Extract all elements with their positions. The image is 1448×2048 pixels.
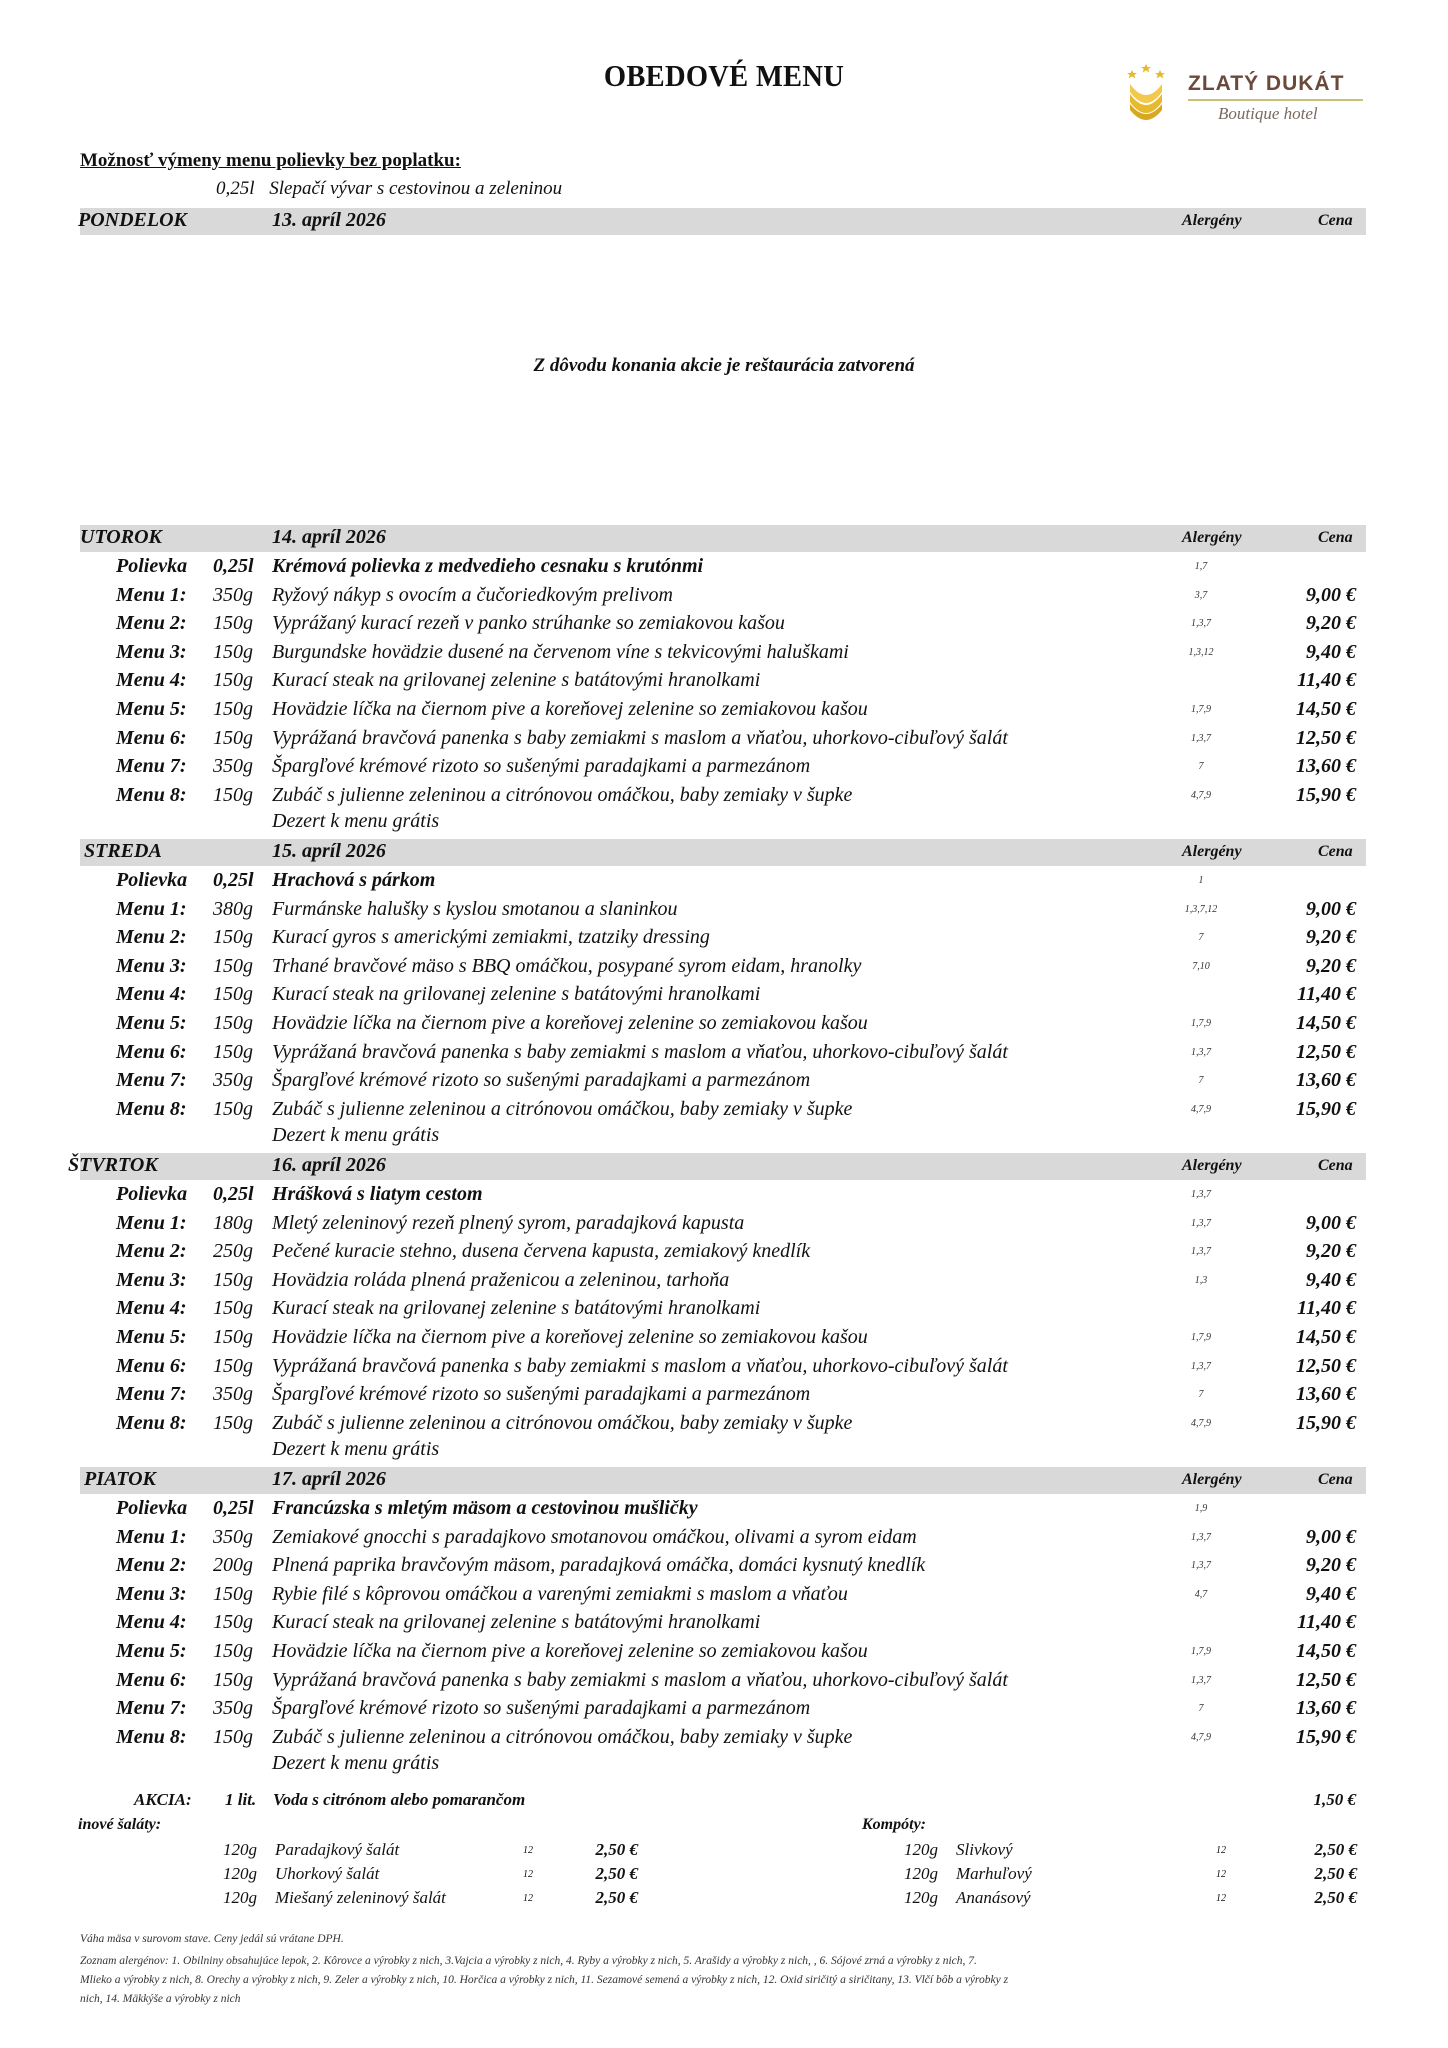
menu-name: Špargľové krémové rizoto so sušenými paradajkami a parmezánom [272, 1697, 811, 1720]
menu-item-row [80, 1267, 1366, 1295]
day-name: ŠTVRTOK [68, 1154, 158, 1176]
menu-name: Zubáč s julienne zeleninou a citrónovou omáčkou, baby zemiaky v šupke [272, 783, 853, 806]
menu-allergens: 3,7 [1194, 589, 1208, 601]
menu-label: Menu 6: [116, 1354, 187, 1377]
menu-qty: 150g [213, 1668, 253, 1691]
dessert-row [80, 1122, 1366, 1150]
price-column-header: Cena [1318, 529, 1353, 546]
menu-label: Menu 1: [116, 1525, 187, 1548]
salads-item-row [223, 1864, 873, 1888]
menu-item-row [80, 1210, 1366, 1238]
menu-price: 9,20 € [1306, 1554, 1356, 1577]
allergen-list-line-1: Zoznam alergénov: 1. Obilniny obsahujúce lepok, 2. Kôrovce a výrobky z nich, 3.Vajcia a výrobky z nich, 4. Ryby a výrobky z nich, 5. Arašidy a výrobky z nich, , 6. Sójové zrná a výrobky z nich, 7. [80, 1955, 977, 1967]
item-name: Miešaný zeleninový šalát [275, 1888, 446, 1907]
day-header-friday [80, 1467, 1366, 1494]
menu-item-row [80, 1067, 1366, 1095]
menu-name: Zubáč s julienne zeleninou a citrónovou omáčkou, baby zemiaky v šupke [272, 1725, 853, 1748]
soup-allergens: 1,3,7 [1191, 1189, 1211, 1200]
menu-qty: 150g [213, 726, 253, 749]
menu-price: 9,20 € [1306, 926, 1356, 949]
menu-item-row [80, 1039, 1366, 1067]
menu-label: Menu 3: [116, 954, 187, 977]
menu-item-row [80, 610, 1366, 638]
menu-price: 14,50 € [1296, 1640, 1356, 1662]
soup-qty: 0,25l [213, 1183, 254, 1205]
dessert-row [80, 808, 1366, 836]
menu-name: Kurací steak na grilovanej zelenine s batátovými hranolkami [272, 983, 761, 1006]
menu-label: Menu 4: [116, 1611, 187, 1634]
soup-qty: 0,25l [213, 555, 254, 577]
menu-name: Pečené kuracie stehno, dusena červena kapusta, zemiakový knedlík [272, 1240, 811, 1263]
soup-row [80, 1181, 1366, 1209]
soup-label: Polievka [116, 1183, 188, 1205]
menu-item-row [80, 1353, 1366, 1381]
item-qty: 120g [223, 1840, 257, 1859]
menu-qty: 150g [213, 1012, 253, 1034]
menu-qty: 150g [213, 1611, 253, 1634]
dessert-note: Dezert k menu grátis [272, 1124, 440, 1147]
item-price: 2,50 € [595, 1888, 638, 1907]
menu-name: Vyprážaná bravčová panenka s baby zemiakmi s maslom a vňaťou, uhorkovo-cibuľový šalát [272, 1354, 1008, 1377]
menu-price: 9,20 € [1306, 612, 1356, 635]
day-name: PONDELOK [78, 209, 187, 231]
menu-name: Hovädzie líčka na čiernom pive a koreňovej zelenine so zemiakovou kašou [272, 698, 868, 720]
menu-qty: 150g [213, 926, 253, 949]
menu-allergens: 1,3,7 [1191, 1217, 1211, 1229]
menu-name: Furmánske halušky s kyslou smotanou a slaninkou [272, 897, 678, 920]
menu-name: Vyprážaná bravčová panenka s baby zemiakmi s maslom a vňaťou, uhorkovo-cibuľový šalát [272, 1040, 1008, 1063]
menu-price: 14,50 € [1296, 1012, 1356, 1034]
menu-qty: 150g [213, 1582, 253, 1605]
menu-label: Menu 1: [116, 897, 187, 920]
menu-allergens: 1,3 [1194, 1274, 1208, 1286]
menu-allergens: 4,7,9 [1191, 1417, 1211, 1429]
menu-price: 15,90 € [1296, 1725, 1356, 1748]
menu-item-row [80, 1010, 1366, 1038]
dessert-row [80, 1750, 1366, 1778]
menu-name: Hovädzie líčka na čiernom pive a koreňovej zelenine so zemiakovou kašou [272, 1640, 868, 1662]
compotes-item-row [904, 1864, 1448, 1888]
menu-allergens: 1,3,12 [1188, 646, 1214, 658]
menu-qty: 150g [213, 783, 253, 806]
footer-note: Váha mäsa v surovom stave. Ceny jedál sú vrátane DPH. [80, 1933, 344, 1945]
menu-allergens: 1,3,7 [1191, 1360, 1211, 1372]
menu-item-row [80, 753, 1366, 781]
item-qty: 120g [904, 1888, 938, 1907]
allergen-list-line-2: Mlieko a výrobky z nich, 8. Orechy a výrobky z nich, 9. Zeler a výrobky z nich, 10. Horčica a výrobky z nich, 11. Sezamové semená a výrobky z nich, 12. Oxid siričitý a siričitany, 13. Vlčí bôb a výrobky z [80, 1974, 1009, 1986]
menu-label: Menu 5: [116, 698, 187, 720]
soup-exchange-heading: Možnosť výmeny menu polievky bez poplatku: [80, 150, 461, 171]
soup-name: Francúzska s mletým mäsom a cestovinou mušličky [272, 1497, 698, 1519]
dessert-row [80, 1436, 1366, 1464]
menu-name: Hovädzie líčka na čiernom pive a koreňovej zelenine so zemiakovou kašou [272, 1326, 868, 1348]
allergen-list-line-3: nich, 14. Mäkkýše a výrobky z nich [80, 1993, 241, 2005]
menu-price: 13,60 € [1296, 1383, 1356, 1406]
menu-label: Menu 7: [116, 1069, 187, 1092]
menu-label: Menu 7: [116, 1697, 187, 1720]
menu-label: Menu 8: [116, 783, 187, 806]
item-allergens: 12 [1216, 1845, 1226, 1856]
menu-allergens: 4,7,9 [1191, 1731, 1211, 1743]
menu-qty: 150g [213, 1326, 253, 1348]
menu-qty: 150g [213, 954, 253, 977]
compotes-item-row [904, 1840, 1448, 1864]
menu-qty: 350g [213, 1069, 253, 1092]
menu-name: Kurací gyros s americkými zemiakmi, tzatziky dressing [272, 926, 710, 949]
day-name: STREDA [84, 840, 162, 862]
item-name: Ananásový [956, 1888, 1031, 1907]
day-header-wednesday [80, 839, 1366, 866]
soup-exchange-qty: 0,25l [216, 178, 255, 199]
promo-qty: 1 lit. [225, 1790, 257, 1809]
menu-price: 12,50 € [1296, 1040, 1356, 1063]
menu-label: Menu 2: [116, 926, 187, 949]
menu-price: 11,40 € [1297, 669, 1356, 692]
menu-label: Menu 8: [116, 1411, 187, 1434]
menu-allergens: 1,7,9 [1191, 1646, 1211, 1657]
price-column-header: Cena [1318, 843, 1353, 860]
menu-allergens: 4,7,9 [1191, 789, 1211, 801]
day-name: PIATOK [84, 1468, 156, 1490]
menu-allergens: 7,10 [1192, 960, 1210, 972]
logo-divider [1188, 99, 1363, 101]
menu-name: Špargľové krémové rizoto so sušenými paradajkami a parmezánom [272, 755, 811, 778]
menu-allergens: 7 [1198, 1703, 1204, 1715]
menu-item-row [80, 1324, 1366, 1352]
menu-qty: 350g [213, 583, 253, 606]
menu-allergens: 1,3,7 [1191, 1560, 1211, 1572]
menu-allergens: 1,3,7 [1191, 618, 1211, 630]
menu-label: Menu 1: [116, 1211, 187, 1234]
menu-label: Menu 7: [116, 755, 187, 778]
dessert-note: Dezert k menu grátis [272, 1752, 440, 1775]
menu-name: Vyprážaná bravčová panenka s baby zemiakmi s maslom a vňaťou, uhorkovo-cibuľový šalát [272, 726, 1008, 749]
menu-name: Vyprážaný kurací rezeň v panko strúhanke so zemiakovou kašou [272, 612, 785, 635]
menu-name: Zubáč s julienne zeleninou a citrónovou omáčkou, baby zemiaky v šupke [272, 1411, 853, 1434]
promo-price: 1,50 € [1313, 1790, 1356, 1809]
menu-allergens: 1,3,7 [1191, 1046, 1211, 1058]
menu-allergens: 7 [1198, 1075, 1204, 1087]
menu-price: 9,20 € [1306, 954, 1356, 977]
menu-label: Menu 5: [116, 1326, 187, 1348]
menu-item-row [80, 582, 1366, 610]
dessert-note: Dezert k menu grátis [272, 1438, 440, 1461]
menu-qty: 150g [213, 983, 253, 1006]
menu-name: Trhané bravčové mäso s BBQ omáčkou, posypané syrom eidam, hranolky [272, 954, 862, 977]
menu-allergens: 1,3,7 [1191, 732, 1211, 744]
item-qty: 120g [223, 1888, 257, 1907]
menu-name: Kurací steak na grilovanej zelenine s batátovými hranolkami [272, 1611, 761, 1634]
menu-allergens: 1,7,9 [1191, 1018, 1211, 1029]
soup-exchange-item [216, 178, 572, 200]
menu-item-row [80, 1238, 1366, 1266]
menu-price: 13,60 € [1296, 755, 1356, 778]
menu-price: 11,40 € [1297, 1297, 1356, 1320]
item-qty: 120g [904, 1864, 938, 1883]
menu-allergens: 1,3,7 [1191, 1246, 1211, 1258]
menu-allergens: 4,7,9 [1191, 1103, 1211, 1115]
menu-label: Menu 6: [116, 1040, 187, 1063]
allergens-column-header: Alergény [1182, 529, 1242, 546]
menu-name: Ryžový nákyp s ovocím a čučoriedkovým prelivom [272, 583, 673, 606]
menu-name: Kurací steak na grilovanej zelenine s batátovými hranolkami [272, 1297, 761, 1320]
menu-label: Menu 4: [116, 1297, 187, 1320]
menu-allergens: 7 [1198, 761, 1204, 773]
allergens-column-header: Alergény [1182, 212, 1242, 229]
menu-name: Mletý zeleninový rezeň plnený syrom, paradajková kapusta [272, 1211, 745, 1234]
page-title: OBEDOVÉ MENU [603, 58, 845, 93]
menu-qty: 350g [213, 1697, 253, 1720]
soup-label: Polievka [116, 869, 188, 891]
soup-qty: 0,25l [213, 1497, 254, 1519]
menu-qty: 150g [213, 1268, 253, 1291]
day-date: 13. apríl 2026 [272, 209, 386, 231]
menu-qty: 150g [213, 698, 253, 720]
menu-allergens: 4,7 [1194, 1588, 1208, 1600]
menu-label: Menu 2: [116, 1240, 187, 1263]
menu-price: 12,50 € [1296, 1668, 1356, 1691]
menu-item-row [80, 639, 1366, 667]
menu-allergens: 1,3,7 [1191, 1674, 1211, 1686]
menu-item-row [80, 1638, 1366, 1666]
soup-allergens: 1 [1198, 875, 1204, 886]
compotes-heading: Kompóty: [862, 1816, 926, 1833]
menu-item-row [80, 896, 1366, 924]
menu-name: Špargľové krémové rizoto so sušenými paradajkami a parmezánom [272, 1383, 811, 1406]
promo-name: Voda s citrónom alebo pomarančom [273, 1790, 526, 1809]
promo-row [80, 1790, 1366, 1814]
item-allergens: 12 [523, 1869, 533, 1880]
menu-label: Menu 5: [116, 1640, 187, 1662]
menu-price: 15,90 € [1296, 1097, 1356, 1120]
menu-item-row [80, 782, 1366, 810]
menu-price: 9,00 € [1306, 583, 1356, 606]
menu-label: Menu 2: [116, 612, 187, 635]
menu-name: Hovädzie líčka na čiernom pive a koreňovej zelenine so zemiakovou kašou [272, 1012, 868, 1034]
menu-name: Rybie filé s kôprovou omáčkou a varenými zemiakmi s maslom a vňaťou [272, 1582, 848, 1605]
compotes-item-row [904, 1888, 1448, 1912]
menu-name: Vyprážaná bravčová panenka s baby zemiakmi s maslom a vňaťou, uhorkovo-cibuľový šalát [272, 1668, 1008, 1691]
item-qty: 120g [904, 1840, 938, 1859]
menu-item-row [80, 1096, 1366, 1124]
menu-price: 9,20 € [1306, 1240, 1356, 1263]
item-price: 2,50 € [1314, 1864, 1357, 1883]
menu-qty: 380g [213, 897, 253, 920]
menu-label: Menu 8: [116, 1097, 187, 1120]
allergens-column-header: Alergény [1182, 1157, 1242, 1174]
menu-price: 9,00 € [1306, 897, 1356, 920]
price-column-header: Cena [1318, 1471, 1353, 1488]
soup-allergens: 1,9 [1194, 1503, 1208, 1514]
logo-subtitle: Boutique hotel [1218, 104, 1318, 123]
menu-item-row [80, 981, 1366, 1009]
menu-name: Hovädzia roláda plnená praženicou a zeleninou, tarhoňa [272, 1268, 730, 1291]
menu-qty: 150g [213, 669, 253, 692]
menu-qty: 150g [213, 1297, 253, 1320]
menu-price: 14,50 € [1296, 1326, 1356, 1348]
soup-allergens: 1,7 [1194, 561, 1208, 572]
menu-allergens: 1,7,9 [1191, 1332, 1211, 1343]
menu-name: Burgundske hovädzie dusené na červenom víne s tekvicovými haluškami [272, 640, 849, 663]
menu-price: 13,60 € [1296, 1069, 1356, 1092]
menu-item-row [80, 1381, 1366, 1409]
menu-item-row [80, 1695, 1366, 1723]
dessert-note: Dezert k menu grátis [272, 810, 440, 833]
allergens-column-header: Alergény [1182, 1471, 1242, 1488]
menu-label: Menu 6: [116, 726, 187, 749]
day-header-tuesday [80, 525, 1366, 552]
salads-item-row [223, 1888, 873, 1912]
allergens-column-header: Alergény [1182, 843, 1242, 860]
menu-item-row [80, 953, 1366, 981]
menu-item-row [80, 1524, 1366, 1552]
day-header-monday [80, 208, 1366, 235]
menu-qty: 150g [213, 1411, 253, 1434]
menu-qty: 150g [213, 1097, 253, 1120]
item-name: Slivkový [956, 1840, 1013, 1859]
item-price: 2,50 € [1314, 1888, 1357, 1907]
menu-item-row [80, 1295, 1366, 1323]
menu-item-row [80, 1552, 1366, 1580]
soup-name: Hrachová s párkom [272, 869, 436, 891]
menu-qty: 350g [213, 755, 253, 778]
menu-label: Menu 1: [116, 583, 187, 606]
logo-brand-name: ZLATÝ DUKÁT [1188, 72, 1345, 95]
menu-item-row [80, 1667, 1366, 1695]
menu-label: Menu 4: [116, 669, 187, 692]
menu-label: Menu 5: [116, 1012, 187, 1034]
menu-label: Menu 3: [116, 1268, 187, 1291]
soup-name: Krémová polievka z medvedieho cesnaku s krutónmi [272, 555, 704, 577]
menu-price: 13,60 € [1296, 1697, 1356, 1720]
menu-price: 9,40 € [1306, 1582, 1356, 1605]
menu-name: Kurací steak na grilovanej zelenine s batátovými hranolkami [272, 669, 761, 692]
menu-item-row [80, 667, 1366, 695]
item-price: 2,50 € [595, 1840, 638, 1859]
soup-exchange-name: Slepačí vývar s cestovinou a zeleninou [269, 178, 563, 199]
menu-label: Menu 8: [116, 1725, 187, 1748]
item-allergens: 12 [523, 1845, 533, 1856]
item-price: 2,50 € [1314, 1840, 1357, 1859]
price-column-header: Cena [1318, 1157, 1353, 1174]
menu-name: Zemiakové gnocchi s paradajkovo smotanovou omáčkou, olivami a syrom eidam [272, 1525, 917, 1548]
menu-label: Menu 3: [116, 640, 187, 663]
menu-price: 14,50 € [1296, 698, 1356, 720]
day-header-thursday [68, 1153, 1366, 1180]
menu-item-row [80, 1410, 1366, 1438]
menu-qty: 150g [213, 1354, 253, 1377]
item-name: Marhuľový [956, 1864, 1032, 1883]
hotel-logo [1118, 52, 1368, 132]
menu-name: Plnená paprika bravčovým mäsom, paradajková omáčka, domáci kysnutý knedlík [272, 1554, 926, 1577]
soup-row [80, 553, 1366, 581]
menu-qty: 350g [213, 1383, 253, 1406]
menu-qty: 350g [213, 1525, 253, 1548]
salads-item-row [223, 1840, 873, 1864]
promo-label: AKCIA: [134, 1790, 192, 1809]
menu-name: Špargľové krémové rizoto so sušenými paradajkami a parmezánom [272, 1069, 811, 1092]
soup-row [80, 867, 1366, 895]
menu-price: 9,40 € [1306, 640, 1356, 663]
soup-label: Polievka [116, 555, 188, 577]
menu-label: Menu 3: [116, 1582, 187, 1605]
menu-name: Zubáč s julienne zeleninou a citrónovou omáčkou, baby zemiaky v šupke [272, 1097, 853, 1120]
day-date: 16. apríl 2026 [272, 1154, 386, 1176]
soup-name: Hrášková s liatym cestom [272, 1183, 483, 1205]
menu-price: 15,90 € [1296, 1411, 1356, 1434]
menu-item-row [80, 924, 1366, 952]
menu-qty: 150g [213, 640, 253, 663]
item-qty: 120g [223, 1864, 257, 1883]
menu-item-row [80, 1724, 1366, 1752]
soup-row [80, 1495, 1366, 1523]
menu-allergens: 1,3,7,12 [1184, 903, 1218, 915]
menu-price: 15,90 € [1296, 783, 1356, 806]
menu-price: 11,40 € [1297, 983, 1356, 1006]
menu-price: 12,50 € [1296, 1354, 1356, 1377]
item-allergens: 12 [1216, 1893, 1226, 1904]
day-date: 14. apríl 2026 [272, 526, 386, 548]
item-name: Paradajkový šalát [275, 1840, 400, 1859]
soup-label: Polievka [116, 1497, 188, 1519]
menu-qty: 150g [213, 1725, 253, 1748]
menu-allergens: 1,3,7 [1191, 1531, 1211, 1543]
coin-stack-icon [1126, 62, 1166, 128]
menu-qty: 180g [213, 1211, 253, 1234]
menu-price: 9,00 € [1306, 1211, 1356, 1234]
menu-label: Menu 2: [116, 1554, 187, 1577]
menu-qty: 150g [213, 612, 253, 635]
menu-price: 12,50 € [1296, 726, 1356, 749]
menu-label: Menu 7: [116, 1383, 187, 1406]
menu-label: Menu 6: [116, 1668, 187, 1691]
menu-item-row [80, 725, 1366, 753]
menu-allergens: 7 [1198, 932, 1204, 944]
menu-allergens: 1,7,9 [1191, 704, 1211, 715]
menu-qty: 200g [213, 1554, 253, 1577]
menu-item-row [80, 696, 1366, 724]
closed-notice: Z dôvodu konania akcie je reštaurácia zatvorená [533, 355, 915, 376]
menu-price: 11,40 € [1297, 1611, 1356, 1634]
menu-item-row [80, 1609, 1366, 1637]
item-price: 2,50 € [595, 1864, 638, 1883]
soup-qty: 0,25l [213, 869, 254, 891]
day-name: UTOROK [80, 526, 162, 548]
menu-qty: 150g [213, 1040, 253, 1063]
menu-allergens: 7 [1198, 1389, 1204, 1401]
salads-heading: inové šaláty: [78, 1816, 162, 1833]
item-name: Uhorkový šalát [275, 1864, 380, 1883]
day-date: 17. apríl 2026 [272, 1468, 386, 1490]
menu-price: 9,00 € [1306, 1525, 1356, 1548]
day-date: 15. apríl 2026 [272, 840, 386, 862]
item-allergens: 12 [523, 1893, 533, 1904]
menu-item-row [80, 1581, 1366, 1609]
menu-qty: 150g [213, 1640, 253, 1662]
menu-price: 9,40 € [1306, 1268, 1356, 1291]
price-column-header: Cena [1318, 212, 1353, 229]
menu-qty: 250g [213, 1240, 253, 1263]
menu-label: Menu 4: [116, 983, 187, 1006]
item-allergens: 12 [1216, 1869, 1226, 1880]
